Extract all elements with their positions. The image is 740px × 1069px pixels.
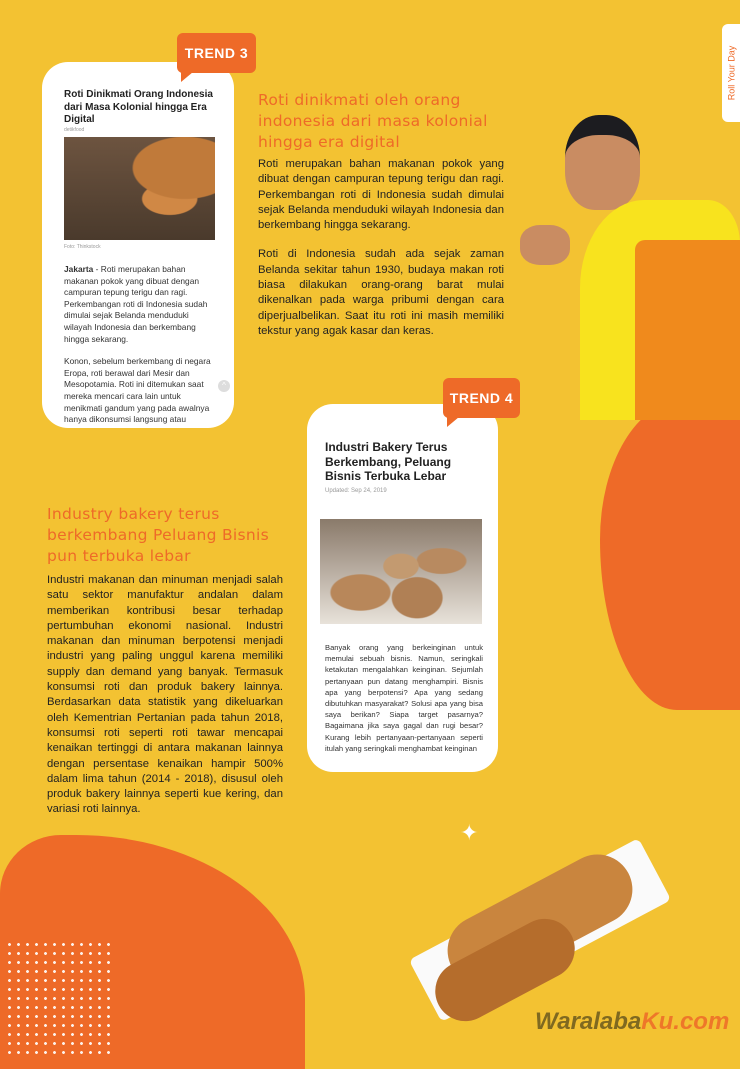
trend3-body — [258, 157, 504, 339]
side-tab-label: Roll Your Day — [726, 45, 737, 101]
trend3-badge: TREND 3 — [177, 33, 256, 73]
trend4-bread-photo — [320, 519, 482, 624]
trend4-card-title: Industri Bakery Terus Berkembang, Peluang Bisnis Terbuka Lebar — [325, 440, 452, 483]
scroll-up-icon[interactable]: ^ — [218, 380, 230, 392]
trend3-card-p1: - Roti merupakan bahan makanan pokok yang dibuat dengan campuran tepung terigu dan ragi. Perkembangan roti di Indonesia sudah dimulai sejak Belanda menduduki wilayah Indonesia dan berkembang hingga sekarang. — [64, 264, 208, 344]
trend3-heading: Roti dinikmati oleh orang indonesia dari masa kolonial hingga era digital — [258, 91, 488, 151]
trend3-photo-caption: Foto: Thinkstock — [64, 244, 101, 250]
orange-blob-right — [600, 400, 740, 710]
trend3-paragraph-2: Roti di Indonesia sudah ada sejak zaman Belanda sekitar tahun 1930, budaya makan roti biasa dilakukan orang-orang barat mulai dikenalkan pada warga pribumi dengan cara diperjualbelikan. Saat itu roti ini masih memiliki tekstur yang agak kasar dan keras. — [258, 248, 504, 337]
side-tab — [722, 24, 740, 122]
trend3-card-source: detikfood — [64, 127, 85, 133]
trend3-article-card — [42, 62, 234, 428]
trend3-card-text — [64, 264, 216, 426]
trend4-heading: Industry bakery terus berkembang Peluang Bisnis pun terbuka lebar — [47, 505, 270, 565]
trend3-card-lead: Jakarta — [64, 264, 94, 274]
watermark-part1: Waralaba — [535, 1008, 642, 1035]
trend4-card-date: Updated: Sep 24, 2019 — [325, 488, 387, 494]
pastry-plate-photo — [390, 815, 690, 1030]
watermark-part2: Ku.com — [641, 1008, 730, 1035]
trend4-article-card — [307, 404, 498, 772]
trend3-card-title: Roti Dinikmati Orang Indonesia dari Masa Kolonial hingga Era Digital — [64, 89, 213, 125]
sparkle-icon: ✦ — [460, 820, 479, 845]
trend4-badge: TREND 4 — [443, 378, 520, 418]
waralabaku-watermark — [535, 1008, 729, 1036]
person-photo — [520, 110, 740, 420]
trend3-bread-photo — [64, 137, 215, 240]
dot-pattern — [5, 940, 115, 1060]
trend4-body: Industri makanan dan minuman menjadi salah satu sektor manufaktur andalan dalam memberikan kontribusi besar terhadap pertumbuhan ekonomi nasional. Industri makanan dan minuman berpotensi menjadi industri yang paling unggul karena memiliki supply dan demand yang banyak. Termasuk konsumsi roti dan produk bakery lainnya. Berdasarkan data statistik yang dikeluarkan oleh Kementrian Pertanian pada tahun 2018, konsumsi roti seperti roti tawar mencapai kenaikan tertinggi di antara makanan lainnya dengan persentase kenaikan hampir 500% dalam lima tahun (2014 - 2018), disusul oleh produk bakery lainnya seperti kue kering, dan variasi roti lainnya. — [47, 574, 283, 816]
trend4-card-text: Banyak orang yang berkeinginan untuk memulai sebuah bisnis. Namun, seringkali ketakutan mengalahkan keinginan. Sejumlah pertanyaan pun datang menghampiri. Bisnis apa yang berpotensi? Apa yang sedang dibutuhkan masyarakat? Solusi apa yang bisa saya berikan? Siapa target pasarnya? Bagaimana jika saya gagal dan rugi besar? Kurang lebih pertanyaan-pertanyaan seperti itulah yang seringkali menghambat keinginan — [325, 643, 483, 753]
trend3-card-p2: Konon, sebelum berkembang di negara Eropa, roti berawal dari Mesir dan Mesopotamia. Roti ini ditemukan saat mereka mencari cara lain untuk menikmati gandum yang pada awalnya hanya dikonsumsi langsung atau — [64, 356, 211, 425]
trend3-paragraph-1: Roti merupakan bahan makanan pokok yang dibuat dengan campuran tepung terigu dan ragi. Perkembangan roti di Indonesia sudah dimulai sejak Belanda menduduki wilayah Indonesia dan berkembang hingga sekarang. — [258, 158, 504, 232]
